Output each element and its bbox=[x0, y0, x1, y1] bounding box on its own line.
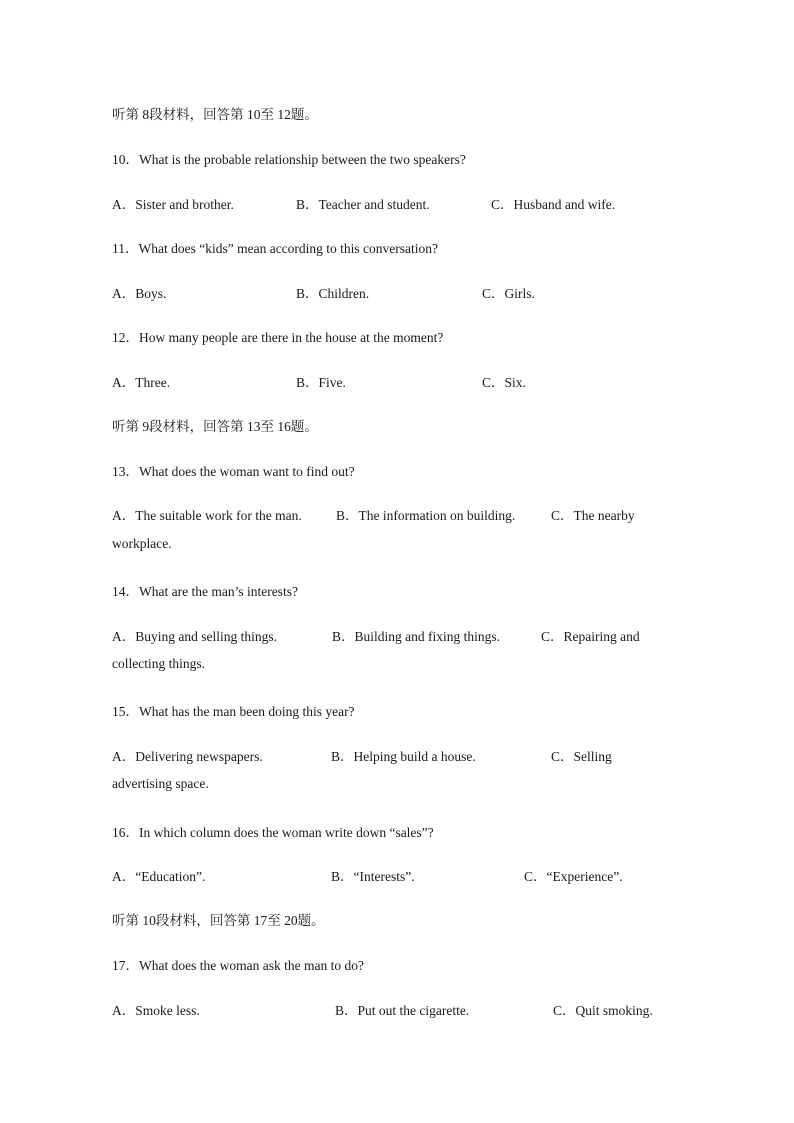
option-b: B．Put out the cigarette. bbox=[335, 1003, 470, 1018]
option-c: C．Six. bbox=[482, 375, 526, 390]
option-c: C．Quit smoking. bbox=[553, 1003, 653, 1018]
option-c-continuation: collecting things. bbox=[112, 656, 205, 671]
question-stem: 11．What does “kids” mean according to this conversation? bbox=[112, 241, 439, 256]
option-c: C．Husband and wife. bbox=[491, 197, 616, 212]
option-c: C．Selling bbox=[551, 749, 612, 764]
question-stem: 10．What is the probable relationship between the two speakers? bbox=[112, 152, 466, 167]
option-a: A．Three. bbox=[112, 375, 171, 390]
section-8-heading: 听第 8段材料，回答第 10至 12题。 bbox=[112, 107, 318, 122]
option-a: A．Sister and brother. bbox=[112, 197, 234, 212]
option-b: B．Building and fixing things. bbox=[332, 629, 501, 644]
question-stem: 15．What has the man been doing this year? bbox=[112, 704, 355, 719]
option-c: C．The nearby bbox=[551, 508, 635, 523]
option-b: B．Children. bbox=[296, 286, 370, 301]
option-a: A．Delivering newspapers. bbox=[112, 749, 263, 764]
option-c: C．Girls. bbox=[482, 286, 535, 301]
option-a: A．“Education”. bbox=[112, 869, 206, 884]
option-c-continuation: workplace. bbox=[112, 536, 172, 551]
section-10-heading: 听第 10段材料，回答第 17至 20题。 bbox=[112, 913, 325, 928]
option-b: B．Teacher and student. bbox=[296, 197, 430, 212]
option-a: A．The suitable work for the man. bbox=[112, 508, 302, 523]
option-c-continuation: advertising space. bbox=[112, 776, 209, 791]
question-stem: 13．What does the woman want to find out? bbox=[112, 464, 355, 479]
option-c: C．Repairing and bbox=[541, 629, 640, 644]
option-b: B．Helping build a house. bbox=[331, 749, 476, 764]
option-a: A．Smoke less. bbox=[112, 1003, 200, 1018]
question-stem: 17．What does the woman ask the man to do? bbox=[112, 958, 364, 973]
option-b: B．The information on building. bbox=[336, 508, 516, 523]
option-a: A．Boys. bbox=[112, 286, 167, 301]
section-9-heading: 听第 9段材料，回答第 13至 16题。 bbox=[112, 419, 318, 434]
option-a: A．Buying and selling things. bbox=[112, 629, 277, 644]
option-b: B．Five. bbox=[296, 375, 346, 390]
question-stem: 12．How many people are there in the house at the moment? bbox=[112, 330, 444, 345]
question-stem: 16．In which column does the woman write down “sales”? bbox=[112, 825, 434, 840]
option-b: B．“Interests”. bbox=[331, 869, 415, 884]
question-stem: 14．What are the man’s interests? bbox=[112, 584, 298, 599]
option-c: C．“Experience”. bbox=[524, 869, 623, 884]
